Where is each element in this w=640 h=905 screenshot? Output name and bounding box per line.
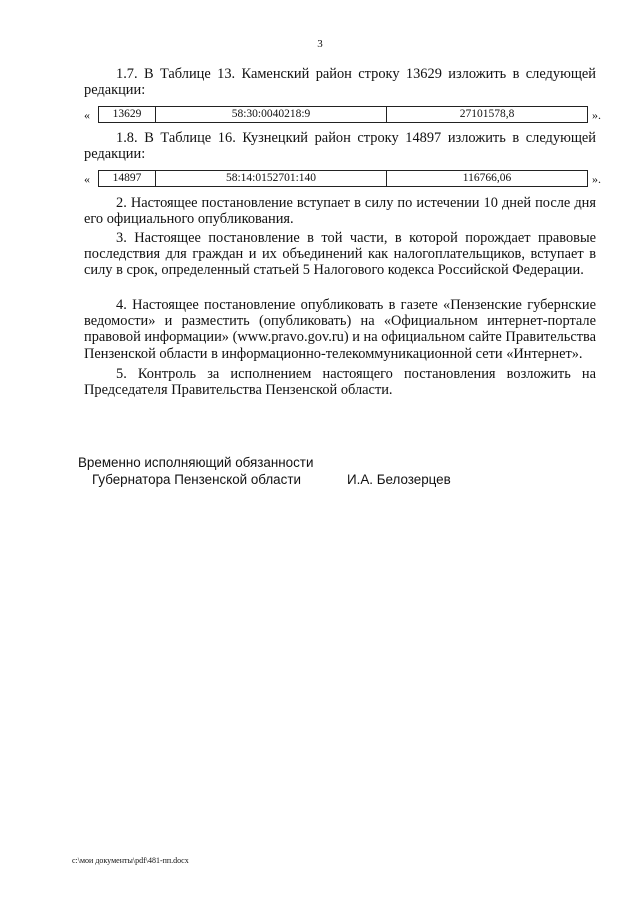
- cell-row-number: 14897: [99, 171, 156, 187]
- page-number: 3: [317, 38, 323, 50]
- signature-title-line1: Временно исполняющий обязанности: [78, 455, 314, 470]
- table-row-14897: [84, 170, 604, 188]
- footer-file-path: c:\мои документы\pdf\481-пп.docx: [72, 856, 189, 865]
- data-table-1: [98, 106, 588, 123]
- open-quote: «: [84, 108, 90, 122]
- signature-name: И.А. Белозерцев: [347, 472, 451, 487]
- signature-title-line2: Губернатора Пензенской области: [92, 472, 301, 487]
- open-quote: «: [84, 172, 90, 186]
- cell-value: 116766,06: [387, 171, 588, 187]
- close-quote: ».: [592, 108, 601, 122]
- cell-cadastral-number: 58:30:0040218:9: [156, 107, 387, 123]
- paragraph-3: 3. Настоящее постановление в той части, в которой порождает правовые последствия для граждан и их объединений как налогоплательщиков, вступает в силу в срок, определенный статьей 5 Налогового кодекса Российской Федерации.: [84, 230, 596, 279]
- table-row-13629: [84, 106, 604, 124]
- paragraph-5: 5. Контроль за исполнением настоящего постановления возложить на Председателя Правительства Пензенской области.: [84, 366, 596, 399]
- item-1-7: 1.7. В Таблице 13. Каменский район строку 13629 изложить в следующей редакции:: [84, 66, 596, 99]
- cell-row-number: 13629: [99, 107, 156, 123]
- cell-cadastral-number: 58:14:0152701:140: [156, 171, 387, 187]
- item-1-8: 1.8. В Таблице 16. Кузнецкий район строку 14897 изложить в следующей редакции:: [84, 130, 596, 163]
- close-quote: ».: [592, 172, 601, 186]
- paragraph-2: 2. Настоящее постановление вступает в силу по истечении 10 дней после дня его официального опубликования.: [84, 195, 596, 228]
- cell-value: 27101578,8: [387, 107, 588, 123]
- data-table-2: [98, 170, 588, 187]
- paragraph-4: 4. Настоящее постановление опубликовать в газете «Пензенские губернские ведомости» и разместить (опубликовать) на «Официальном интернет-портале правовой информации» (www.pravo.gov.ru) и на официальном сайте Правительства Пензенской области в информационно-телекоммуникационной сети «Интернет».: [84, 297, 596, 362]
